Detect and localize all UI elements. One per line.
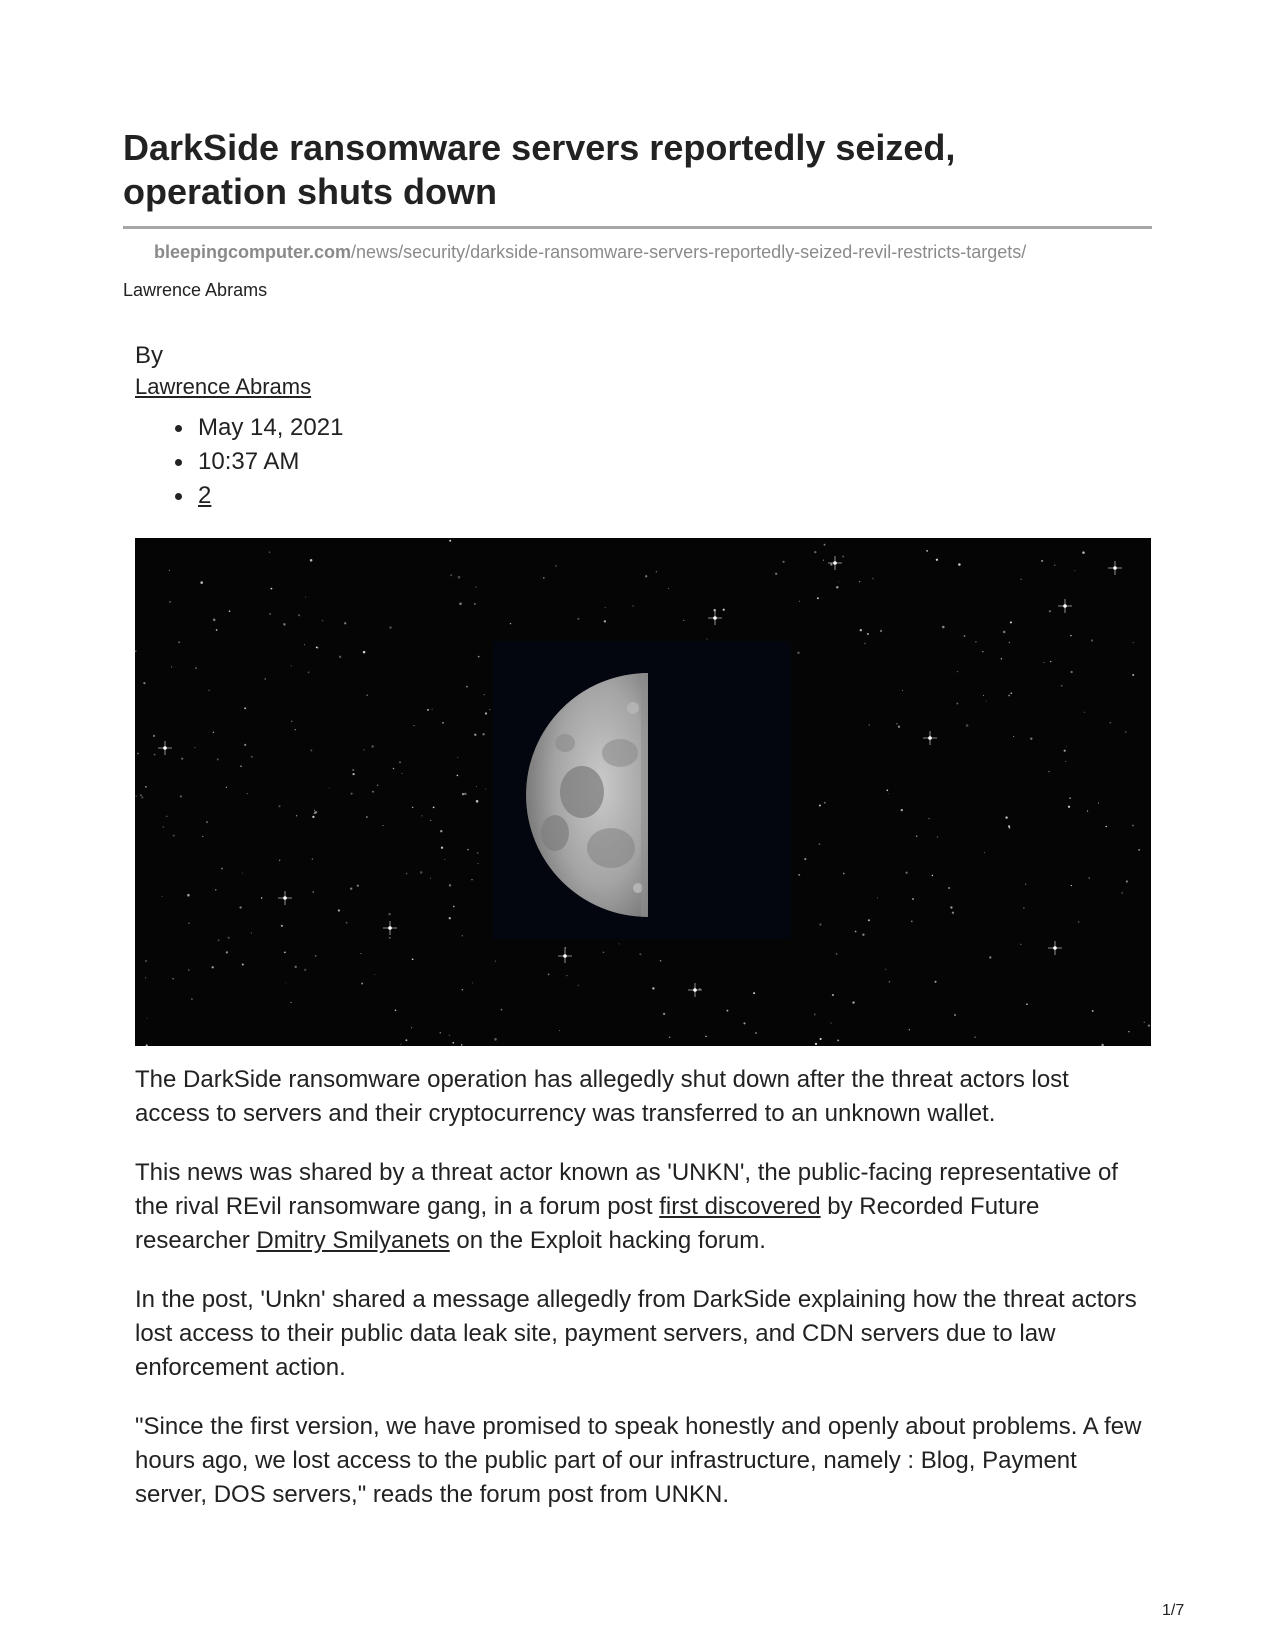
paragraph-1: The DarkSide ransomware operation has allegedly shut down after the threat actors lost access to servers and their cryptocurrency was transferred to an unknown wallet.	[135, 1066, 1069, 1127]
publish-time	[175, 445, 343, 479]
paragraph-3: In the post, 'Unkn' shared a message allegedly from DarkSide explaining how the threat actors lost access to their public data leak site, payment servers, and CDN servers due to law enforcement action.	[135, 1286, 1137, 1381]
article-body	[135, 1063, 1145, 1537]
dmitry-smilyanets-link[interactable]: Dmitry Smilyanets	[256, 1227, 450, 1254]
title-divider	[123, 226, 1152, 229]
author-link[interactable]: Lawrence Abrams	[135, 374, 312, 399]
article-meta-list	[175, 411, 343, 513]
source-domain: bleepingcomputer.com	[154, 242, 352, 262]
byline-label: By	[135, 342, 164, 369]
comment-count	[175, 479, 343, 513]
source-url[interactable]	[154, 241, 1026, 263]
paragraph-2-text-a: This news was shared by a threat actor known as 'UNKN', the public-facing representative of the rival REvil ransomware gang, in a forum post	[135, 1159, 1118, 1220]
paragraph-4: "Since the first version, we have promised to speak honestly and openly about problems. A few hours ago, we lost access to the public part of our infrastructure, namely : Blog, Payment server, DOS servers," reads the forum post from UNKN.	[135, 1413, 1142, 1508]
first-discovered-link[interactable]: first discovered	[659, 1193, 821, 1220]
page-number: 1/7	[1162, 1602, 1185, 1619]
hero-image	[135, 538, 1151, 1046]
source-path: /news/security/darkside-ransomware-servers-reportedly-seized-revil-restricts-targets/	[351, 242, 1027, 262]
paragraph-2-text-c: on the Exploit hacking forum.	[449, 1227, 766, 1254]
moon-night-sky-image	[135, 538, 1151, 1046]
page-title: DarkSide ransomware servers reportedly seized, operation shuts down	[123, 127, 956, 212]
header-author: Lawrence Abrams	[123, 280, 268, 300]
publish-date-text: May 14, 2021	[198, 414, 344, 441]
comment-count-link[interactable]: 2	[198, 482, 212, 509]
paragraph-2-text-b: by Recorded Future researcher	[135, 1193, 1040, 1254]
publish-date	[175, 411, 343, 445]
publish-time-text: 10:37 AM	[198, 448, 300, 475]
paragraph-2	[135, 1156, 1145, 1258]
